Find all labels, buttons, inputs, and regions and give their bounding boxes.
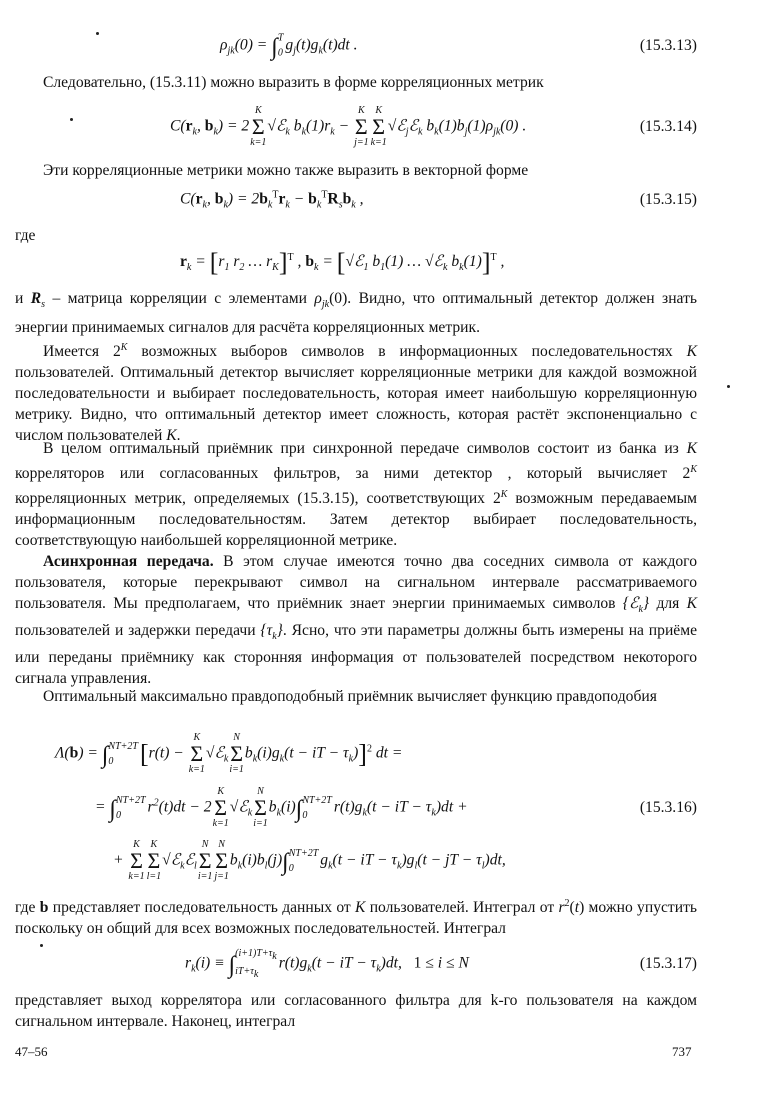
scan-speck bbox=[727, 385, 730, 388]
paragraph: Оптимальный максимально правдоподобный приёмник вычисляет функцию правдоподобия bbox=[43, 688, 657, 705]
math-inline: R bbox=[30, 290, 42, 307]
equation-15-3-15: $C(r_k$, $b_k) = 2b_k^Tr_k - b_k^TR_sb_k$ , (15.3.15) bbox=[180, 189, 697, 211]
paragraph: Имеется $2^K$ возможных выборов символов в информационных последовательностях K пользователей. Оптимальный детектор вычисляет корреляционные метрики для каждой возможной последовательности и выбирает последовательность, которая имеет наибольшую корреляционную метрику. Видно, что оптимальный детектор имеет сложность, которая растёт экспоненциально с числом пользователей K. bbox=[15, 342, 697, 445]
scan-speck bbox=[96, 32, 99, 35]
paragraph: Эти корреляционные метрики можно также выразить в векторной форме bbox=[43, 162, 529, 179]
equation-15-3-14: $C(r_k$, $b_k) = 2$ K Σ k=1 √ℰ$_k$ $b_k(1)r_k$ − K Σ j=1 K Σ k=1 √ℰ$_j$ℰ$_k$ $b_k(1)b_j(1)\rho_{jk}(0)$ . (15.3.14) bbox=[170, 105, 697, 148]
paragraph: Следовательно, (15.3.11) можно выразить в форме корреляционных метрик bbox=[43, 74, 544, 91]
paragraph: В целом оптимальный приёмник при синхронной передаче символов состоит из банка из K корреляторов или согласованных фильтров, за ними детектор , который вычисляет $2^K$ корреляционных метрик, определяемых (15.3.15), соответствующих $2^K$ возможным передаваемым информационным последовательностям. Затем детектор выбирает последовательность, соответствующую наибольшей корреляционной метрике. bbox=[15, 440, 697, 550]
equation-vectors: $r_k = [r_1$ $r_2$ … $r_K]^T$ , $b_k$ = [√ℰ$_1$ $b_1(1)$ … √ℰ$_k$ $b_k(1)]^T$ , bbox=[180, 248, 505, 277]
equation-number: (15.3.15) bbox=[639, 191, 697, 208]
scan-speck bbox=[40, 944, 43, 947]
paragraph: Асинхронная передача. В этом случае имеются точно два соседних символа от каждого пользователя, которые перекрывают символ на сигнальном интервале рассматриваемого пользователя. Мы предполагаем, что приёмник знает энергии принимаемых символов {ℰ$_k$} для K пользователей и задержки передачи $\{\tau_k\}$. Ясно, что эти параметры должны быть измерены на приёме или переданы приёмнику как сторонняя информация от пользователей посредством некоторого сигнала управления. bbox=[15, 553, 697, 688]
footer-signature: 47–56 bbox=[15, 1044, 48, 1059]
paragraph: представляет выход коррелятора или согласованного фильтра для k-го пользователя на каждом сигнальном интервале. Наконец, интеграл bbox=[15, 992, 697, 1030]
math-inline: $\rho_{jk}$ bbox=[314, 290, 330, 311]
equation-15-3-16-line-1: Λ(b) = ∫ NT+2T 0 [r(t) − K Σ k=1 √ℰ$_k$ N Σ i=1 $b_k(i)g_k(t$ − iT − $\tau_k)]^2$ dt = bbox=[55, 732, 403, 775]
equation-number: (15.3.14) bbox=[639, 118, 697, 135]
equation-15-3-13: $\rho_{jk}(0)$ = ∫ T 0 $g_j(t)g_k(t)dt$ . (15.3.13) bbox=[220, 32, 697, 61]
paragraph: где bbox=[15, 227, 36, 244]
equation-number: (15.3.17) bbox=[639, 955, 697, 972]
section-heading: Асинхронная передача. bbox=[43, 553, 214, 570]
equation-15-3-16-line-2: = ∫ NT+2T 0 $r^2(t)dt - 2$ K Σ k=1 √ℰ$_k$ N Σ i=1 $b_k(i)\int$ NT+2T 0 $r(t)g_k(t$ − iT − $\tau_k)dt$ + (15.3.16) bbox=[95, 786, 697, 829]
equation-15-3-17: $r_k(i)$ ≡ ∫ $(i+1)T+\tau_k$ $iT+\tau_k$ $r(t)g_k(t$ − iT − $\tau_k)dt$, 1 ≤ i ≤ N (15.3.17) bbox=[185, 948, 697, 980]
equation-number: (15.3.16) bbox=[639, 799, 697, 816]
equation-15-3-16-line-3: + K Σ k=1 K Σ l=1 √ℰ$_k$ℰ$_l$ N Σ i=1 N Σ j=1 $b_k(i)b_l(j)\int$ NT+2T 0 $g_k(t$ − iT − $\tau_k)g_l(t$ − jT − $\tau_l)dt$, bbox=[113, 839, 506, 882]
paragraph: где b представляет последовательность данных от K пользователей. Интеграл от $r^2(t)$ можно упустить поскольку он общий для всех возможных последовательностей. Интеграл bbox=[15, 898, 697, 938]
scan-speck bbox=[70, 118, 73, 121]
page-number: 737 bbox=[672, 1044, 692, 1059]
paragraph: и $R_s$ – матрица корреляции с элементами $\rho_{jk}(0)$. Видно, что оптимальный детектор должен знать энергии принимаемых сигналов для расчёта корреляционных метрик. bbox=[15, 290, 697, 337]
equation-number: (15.3.13) bbox=[639, 37, 697, 54]
